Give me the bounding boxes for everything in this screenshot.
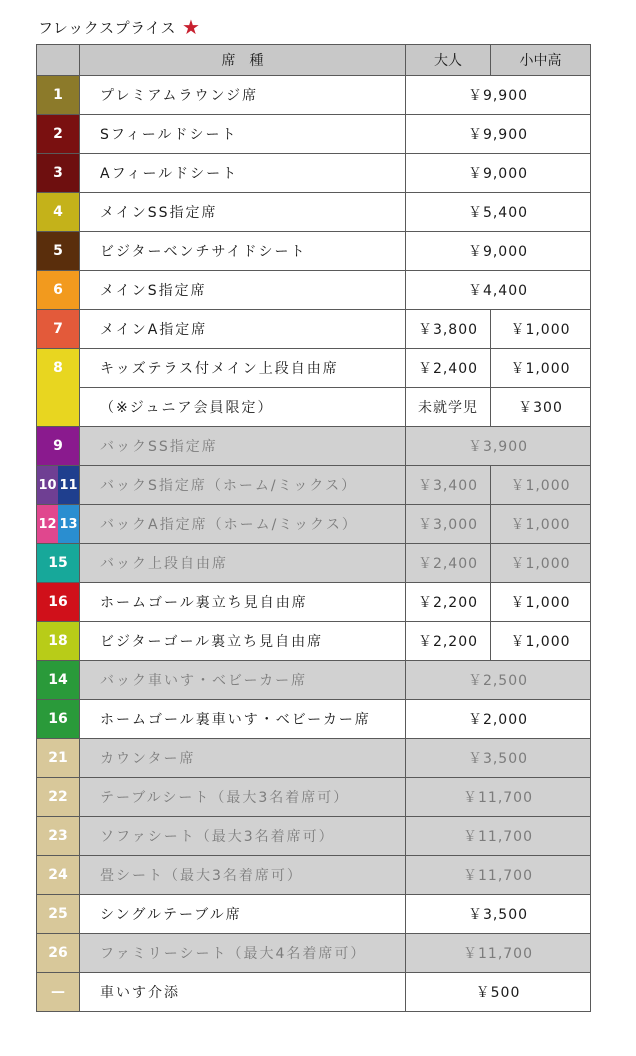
seat-name: ビジターゴール裏立ち見自由席 xyxy=(80,622,406,661)
seat-number xyxy=(37,466,80,505)
seat-number: 2 xyxy=(37,115,80,154)
seat-name: 車いす介添 xyxy=(80,973,406,1012)
seat-name: ホームゴール裏車いす・ベビーカー席 xyxy=(80,700,406,739)
seat-name: バックA指定席（ホーム/ミックス） xyxy=(80,505,406,544)
price-child: ￥300 xyxy=(491,388,591,427)
price-adult: ￥2,400 xyxy=(406,349,491,388)
seat-name: バックS指定席（ホーム/ミックス） xyxy=(80,466,406,505)
seat-name: ビジターベンチサイドシート xyxy=(80,232,406,271)
seat-number: 16 xyxy=(37,583,80,622)
seat-name: キッズテラス付メイン上段自由席 xyxy=(80,349,406,388)
table-row xyxy=(37,973,591,1012)
seat-name: 畳シート（最大3名着席可） xyxy=(80,856,406,895)
seat-name: プレミアムラウンジ席 xyxy=(80,76,406,115)
seat-number: — xyxy=(37,973,80,1012)
seat-name: シングルテーブル席 xyxy=(80,895,406,934)
table-row xyxy=(37,271,591,310)
price-all: ￥9,000 xyxy=(406,232,591,271)
seat-number: 26 xyxy=(37,934,80,973)
table-row xyxy=(37,856,591,895)
seat-number: 14 xyxy=(37,661,80,700)
price-all: ￥11,700 xyxy=(406,934,591,973)
price-adult: ￥3,400 xyxy=(406,466,491,505)
price-all: ￥11,700 xyxy=(406,856,591,895)
seat-number-b: 13 xyxy=(58,505,79,543)
table-row xyxy=(37,505,591,544)
table-row xyxy=(37,661,591,700)
seat-number-a: 12 xyxy=(37,505,58,543)
price-all: ￥2,500 xyxy=(406,661,591,700)
seat-number: 22 xyxy=(37,778,80,817)
table-row xyxy=(37,466,591,505)
seat-number: 1 xyxy=(37,76,80,115)
price-child: ￥1,000 xyxy=(491,622,591,661)
table-row xyxy=(37,154,591,193)
seat-name: ホームゴール裏立ち見自由席 xyxy=(80,583,406,622)
seat-number: 9 xyxy=(37,427,80,466)
seat-name: Aフィールドシート xyxy=(80,154,406,193)
seat-number: 7 xyxy=(37,310,80,349)
price-all: ￥11,700 xyxy=(406,778,591,817)
star-icon: ★ xyxy=(182,15,201,39)
title-text: フレックスプライス xyxy=(38,19,177,37)
page-title xyxy=(38,14,200,38)
table-row xyxy=(37,76,591,115)
header-number xyxy=(37,45,80,76)
seat-number-b: 11 xyxy=(58,466,79,504)
seat-number: 15 xyxy=(37,544,80,583)
table-row xyxy=(37,544,591,583)
seat-name: バック上段自由席 xyxy=(80,544,406,583)
price-child: ￥1,000 xyxy=(491,466,591,505)
table-row xyxy=(37,739,591,778)
price-adult: ￥2,200 xyxy=(406,583,491,622)
table-row xyxy=(37,583,591,622)
seat-name: （※ジュニア会員限定） xyxy=(80,388,406,427)
table-row xyxy=(37,349,591,388)
seat-name: バックSS指定席 xyxy=(80,427,406,466)
price-child: ￥1,000 xyxy=(491,583,591,622)
price-adult: ￥2,400 xyxy=(406,544,491,583)
seat-name: メインS指定席 xyxy=(80,271,406,310)
seat-number: 25 xyxy=(37,895,80,934)
table-body xyxy=(37,76,591,1012)
seat-name: バック車いす・ベビーカー席 xyxy=(80,661,406,700)
table-row xyxy=(37,115,591,154)
table-header xyxy=(37,45,591,76)
price-child: ￥1,000 xyxy=(491,349,591,388)
table-row xyxy=(37,193,591,232)
table-row xyxy=(37,232,591,271)
price-all: ￥500 xyxy=(406,973,591,1012)
seat-name: テーブルシート（最大3名着席可） xyxy=(80,778,406,817)
seat-number: 24 xyxy=(37,856,80,895)
table-row xyxy=(37,427,591,466)
price-all: ￥3,500 xyxy=(406,739,591,778)
seat-name: メインSS指定席 xyxy=(80,193,406,232)
price-adult: ￥3,000 xyxy=(406,505,491,544)
table-row xyxy=(37,700,591,739)
seat-number: 23 xyxy=(37,817,80,856)
price-adult: ￥2,200 xyxy=(406,622,491,661)
price-adult: ￥3,800 xyxy=(406,310,491,349)
price-all: ￥4,400 xyxy=(406,271,591,310)
seat-name: カウンター席 xyxy=(80,739,406,778)
table-row xyxy=(37,388,591,427)
seat-number: 6 xyxy=(37,271,80,310)
table-row xyxy=(37,817,591,856)
price-child: ￥1,000 xyxy=(491,544,591,583)
price-all: ￥9,900 xyxy=(406,76,591,115)
price-all: ￥2,000 xyxy=(406,700,591,739)
price-all: ￥3,900 xyxy=(406,427,591,466)
seat-number xyxy=(37,505,80,544)
seat-number: 21 xyxy=(37,739,80,778)
table-row xyxy=(37,622,591,661)
header-seat: 席 種 xyxy=(80,45,406,76)
table-row xyxy=(37,934,591,973)
seat-number: 4 xyxy=(37,193,80,232)
seat-name: Sフィールドシート xyxy=(80,115,406,154)
header-child: 小中高 xyxy=(491,45,591,76)
seat-number-a: 10 xyxy=(37,466,58,504)
price-adult: 未就学児 xyxy=(406,388,491,427)
seat-name: メインA指定席 xyxy=(80,310,406,349)
table-row xyxy=(37,310,591,349)
price-table xyxy=(36,44,591,1012)
price-all: ￥3,500 xyxy=(406,895,591,934)
table-row xyxy=(37,778,591,817)
seat-name: ソファシート（最大3名着席可） xyxy=(80,817,406,856)
seat-number: 16 xyxy=(37,700,80,739)
price-child: ￥1,000 xyxy=(491,310,591,349)
seat-number: 3 xyxy=(37,154,80,193)
price-child: ￥1,000 xyxy=(491,505,591,544)
seat-number: 18 xyxy=(37,622,80,661)
table-row xyxy=(37,895,591,934)
price-all: ￥9,000 xyxy=(406,154,591,193)
price-all: ￥9,900 xyxy=(406,115,591,154)
price-all: ￥5,400 xyxy=(406,193,591,232)
header-adult: 大人 xyxy=(406,45,491,76)
seat-number: 5 xyxy=(37,232,80,271)
seat-number: 8 xyxy=(37,349,80,427)
seat-name: ファミリーシート（最大4名着席可） xyxy=(80,934,406,973)
price-all: ￥11,700 xyxy=(406,817,591,856)
